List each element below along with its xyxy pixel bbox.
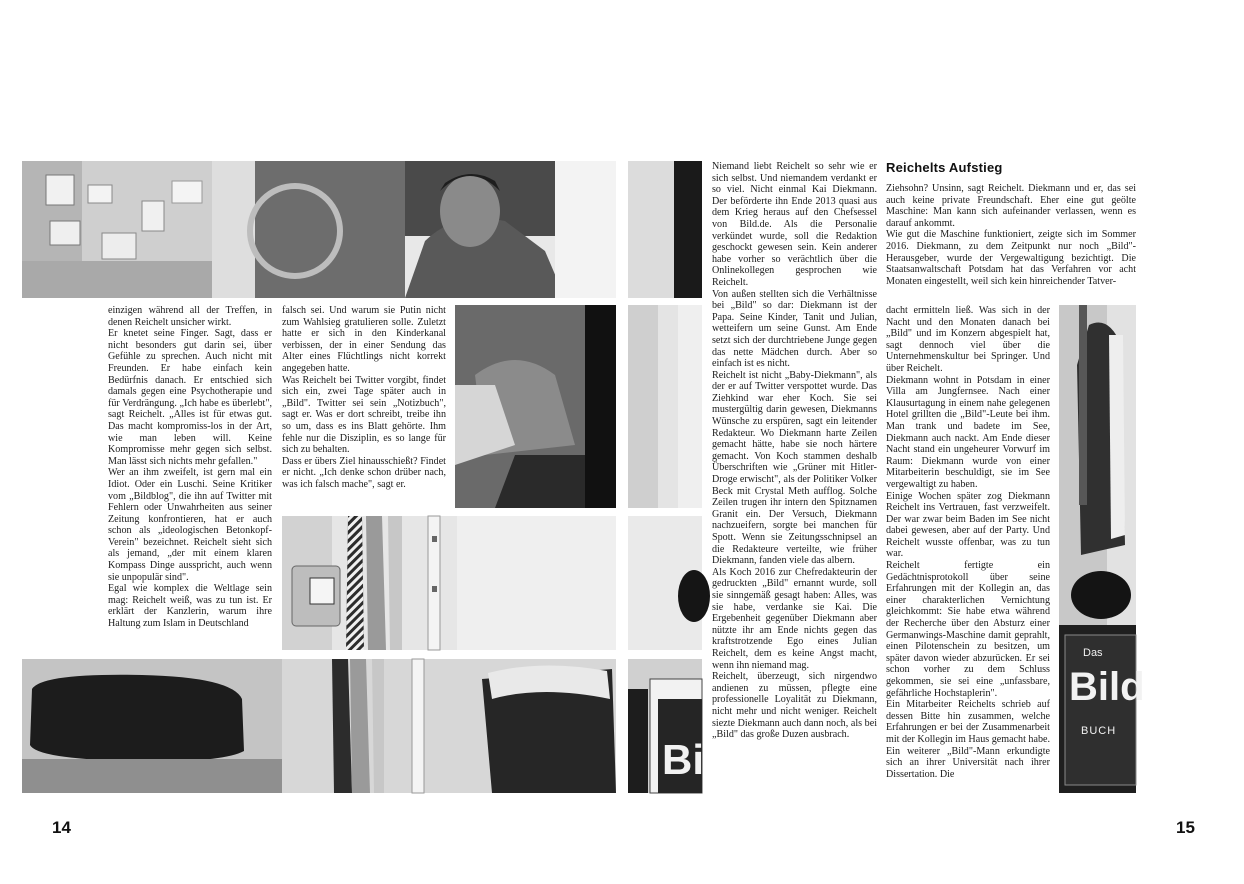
paragraph: Diekmann wohnt in Potsdam in einer Villa am Jungfernsee. Nach einer Klausurtagung in einem nahe gelegenen Hotel grillten die „Bild"-Leute bei ihm. Man trank und badete im See, Diekmann auch nackt. Am Ende dieser Nacht stand ein ungeheurer Vorwurf im Raum: Diekmann wurde von einer Mitarbeiterin beschuldigt, sie im See vergewaltigt zu haben. [886, 374, 1050, 490]
paragraph: Ziehsohn? Unsinn, sagt Reichelt. Diekmann und er, das sei auch keine private Freundschaft. Eher eine gut geölte Maschine: Man kann sich aufeinander verlassen, wenn es darauf ankommt. [886, 183, 1136, 229]
photo-office-wall-left [22, 161, 255, 298]
paragraph: Reichelt fertigte ein Gedächtnisprotokoll über seine Erfahrungen mit der Kollegin an, das einer charakterlichen Vernichtung gleichkommt: Sie habe etwa während der Recherche über den Absturz einer Germanwings-Maschine damit geprahlt, einen Pilotenschein zu besitzen, um später davon wieder abzurücken. Er sei schon vorher zu dem Schluss gekommen, sie sei eine „unfassbare, gefährliche Hochstaplerin". [886, 560, 1050, 699]
paragraph: Egal wie komplex die Weltlage sein mag: Reichelt weiß, was zu tun ist. Er erklärt der Kanzlerin, warum ihre Haltung zum Islam in Deutschland [108, 583, 272, 630]
photo-ties-and-safe [282, 516, 616, 650]
photo-coat-and-bild-sign [1059, 305, 1145, 793]
paragraph: Dass er übers Ziel hinausschießt? Findet er nicht. „Ich denke schon drüber nach, was ich falsch mache", sagt er. [282, 455, 446, 490]
photo-kennedy-sailing [255, 161, 616, 298]
paragraph: falsch sei. Und warum sie Putin nicht zum Wahlsieg gratulieren solle. Zuletzt hatte er sich in den Kinderkanal verbissen, der in einer Sendung das Alter eines Flüchtlings nicht korrekt angegeben hatte. [282, 305, 446, 374]
bild-sign-label-bild: Bild [1069, 665, 1145, 709]
paragraph: Er knetet seine Finger. Sagt, dass er nicht besonders gut darin sei, über Gefühle zu sprechen. Auch nicht mit Freunden. Er habe einfach kein Bedürfnis danach. Er entschied sich damals gegen eine Psychotherapie und für Verdrängung. „Ich habe es überlebt", sagt Reichelt. „Alles ist für etwas gut. Das macht kompromiss-los in der Art, wie man leben will. Keine Kompromisse mehr gegen sich selbst. Man lässt sich nichts mehr gefallen." [108, 328, 272, 467]
photo-kennedy-seated [455, 305, 616, 508]
paragraph: Was Reichelt bei Twitter vorgibt, findet sich ein, zwei Tage später auch in „Bild". Twitter sei sein „Notizbuch", sagt er. Was er dort schreibt, treibe ihn so um, dass es ins Blatt gehörte. Ihm fehle nur die Disziplin, es so lange für sich zu behalten. [282, 374, 446, 456]
article-column-4-bottom [886, 305, 1050, 797]
paragraph: Wer an ihm zweifelt, ist gern mal ein Idiot. Oder ein Luschi. Seine Kritiker vom „Bildblog", die ihn auf Twitter mit Fehlern oder Unwahrheiten aus seiner Zeitung konfrontieren, hat er auch schon als „ideologischen Betonkopf-Verein" bezeichnet. Reichelt sieht sich als jemand, „der mit einem klaren Kompass Dinge ausspricht, auch wenn sie unpopulär sind". [108, 467, 272, 583]
photo-strip-3 [628, 516, 702, 650]
page-number-left: 14 [52, 818, 71, 837]
photo-strip-1 [628, 161, 702, 298]
article-column-1 [108, 305, 272, 655]
article-column-2 [282, 305, 446, 510]
section-heading: Reichelts Aufstieg [886, 160, 1003, 175]
paragraph: einzigen während all der Treffen, in denen Reichelt unsicher wirkt. [108, 305, 272, 328]
photo-cushion-bin [22, 659, 616, 793]
page-number-right: 15 [1176, 818, 1195, 837]
bild-sign-label-das: Das [1083, 647, 1103, 659]
paragraph: dacht ermitteln ließ. Was sich in der Nacht und den Monaten danach bei „Bild" und im Konzern abgespielt hat, sagt dennoch viel über die Unternehmenskultur bei Springer. Und über Reichelt. [886, 305, 1050, 374]
sign-fragment-text: Bi [662, 736, 704, 783]
paragraph: Von außen stellten sich die Verhältnisse bei „Bild" so dar: Diekmann ist der Papa. Seine Kinder, Tanit und Julian, wetteifern um seine Gunst. Am Ende setzt sich der durchtriebene Junge gegen das nette Mädchen durch. Aber so einfach ist es nicht. [712, 288, 877, 370]
bild-sign-label-buch: BUCH [1081, 725, 1117, 737]
paragraph: Reichelt, überzeugt, sich nirgendwo andienen zu müssen, pflegte eine professionelle Loyalität zu Diekmann, nicht mehr und nicht weniger. Reichelt siezte Diekmann auch dann noch, als bei „Bild" das große Duzen ausbrach. [712, 671, 877, 741]
paragraph: Als Koch 2016 zur Chefredakteurin der gedruckten „Bild" ernannt wurde, soll sie sinngemäß gesagt haben: Alles, was sie habe, verdanke sie Kai. Die Ergebenheit gegenüber Diekmann aber nützte ihr am Ende nichts gegen das kraftstrotzende Ego eines Julian Reichelt, dem es keine Angst macht, wenn ihn niemand mag. [712, 566, 877, 671]
paragraph: Ein Mitarbeiter Reichelts schrieb auf dessen Bitte hin zusammen, welche Erfahrungen er bei der Zusammenarbeit mit der Kollegin im Haus gemacht habe. Ein weiterer „Bild"-Mann erkundigte sich an ihrer Universität nach ihrer Dissertation. Die [886, 699, 1050, 780]
photo-strip-2 [628, 305, 702, 508]
article-column-4-top [886, 183, 1136, 299]
paragraph: Einige Wochen später zog Diekmann Reichelt ins Vertrauen, fast verzweifelt. Der war zwar beim Baden im See nicht dabei gewesen, aber auf der Party. Und Reichelt wusste offenbar, was zu tun war. [886, 490, 1050, 560]
paragraph: Reichelt ist nicht „Baby-Diekmann", als der er auf Twitter verspottet wurde. Das Ziehkind war eher Koch. Sie sei mustergültig darin gewesen, Diekmanns Wünsche zu erspüren, sagt ein leitender Redakteur. Wo Diekmann harte Zeilen gemacht hätte, habe sie noch härtere gemacht. Von Koch stammen deshalb Überschriften wie „Grüner mit Hitler-Droge erwischt", als der Politiker Volker Beck mit Crystal Meth aufflog. Solche Zeilen trugen ihr intern den Spitznamen Granit ein. Der Versuch, Diekmann nachzueifern, sorgte bei manchen für Spott. Wenn sie Zeitungsschnipsel an die Redakteure verteilte, wie früher Diekmann, fanden viele das albern. [712, 369, 877, 567]
photo-sign-fragment [628, 659, 702, 793]
article-column-3 [712, 161, 877, 797]
paragraph: Niemand liebt Reichelt so sehr wie er sich selbst. Und niemandem verdankt er so viel. Nicht einmal Kai Diekmann. Der beförderte ihn Ende 2013 quasi aus dem Krieg heraus auf den Chefsessel von Bild.de. Als die Personalie verkündet wurde, soll die Redaktion geschockt gewesen sein. Kein anderer habe vorher so verächtlich über die Onlinekollegen gesprochen wie Reichelt. [712, 161, 877, 288]
paragraph: Wie gut die Maschine funktioniert, zeigte sich im Sommer 2016. Diekmann, zu dem Zeitpunkt nur noch „Bild"-Herausgeber, wurde der Vergewaltigung bezichtigt. Die Staatsanwaltschaft Potsdam hat das Verfahren vor acht Monaten eingestellt, weil sich kein hinreichender Tatver- [886, 229, 1136, 287]
